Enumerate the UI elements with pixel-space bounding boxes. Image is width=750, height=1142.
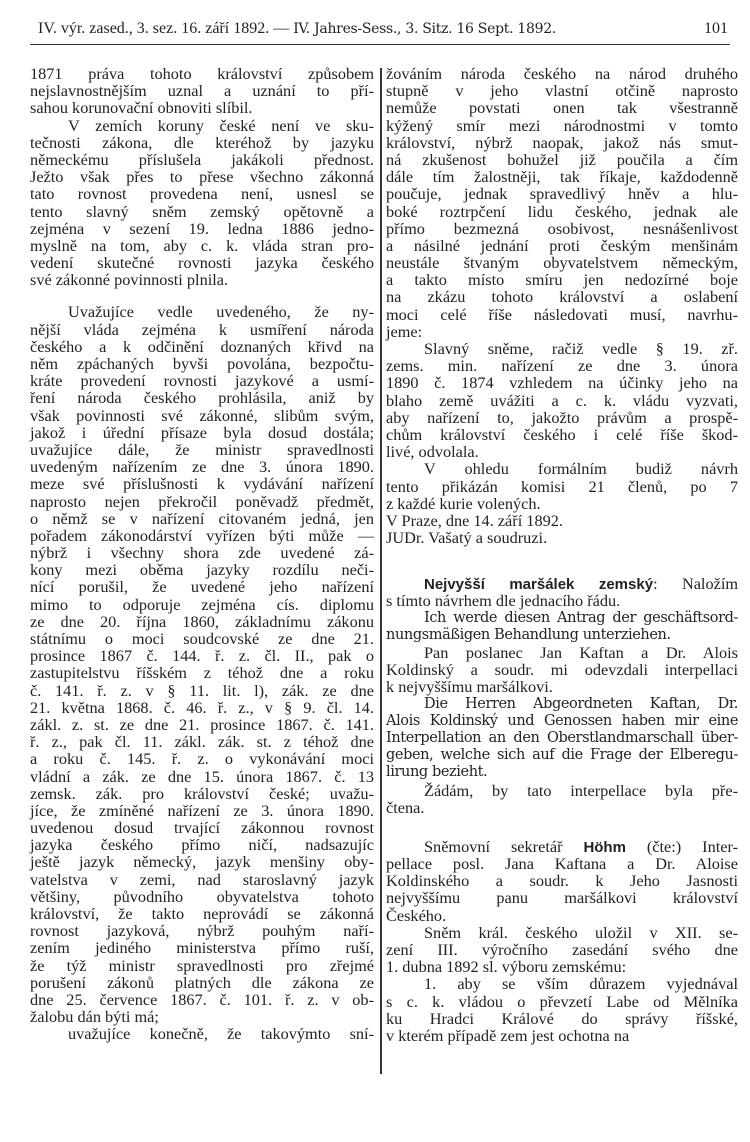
paragraph xyxy=(386,460,738,512)
text-line: nungsmäßigen Behandlung unterziehen. xyxy=(386,626,671,643)
text-line: moci celé říše následovati musí, navrhu- xyxy=(386,304,738,324)
text-line: a násilné jednání proti českým menšinám xyxy=(386,235,738,255)
text-segment: : Naložím xyxy=(653,574,739,594)
paragraph xyxy=(30,117,374,289)
text-line: žalobu dán býti má; xyxy=(30,1007,159,1027)
text-line: Koldinský a soudr. mi odevzdali interpellaci xyxy=(386,660,738,680)
text-line: Uvažujíce vedle uvedeného, že ny- xyxy=(68,302,374,322)
text-line: ření národa českého prohlásila, aniž by xyxy=(30,388,374,408)
text-line: sahou korunovační obnoviti slíbil. xyxy=(30,98,253,118)
paragraph xyxy=(30,1025,374,1042)
text-line: kýžený smír mezi národnostmi v tomto xyxy=(386,115,738,135)
text-line: uvedeným nařízením ze dne 3. února 1890. xyxy=(30,457,374,477)
text-line: ze dne 20. října 1860, základnímu zákonu xyxy=(30,611,374,631)
text-line: tato rovnost provedena není, usnesl se xyxy=(30,184,374,204)
text-line: rovnost jazyková, nýbrž pouhým naří- xyxy=(30,921,374,941)
text-line: žováním národa českého na národ druhého xyxy=(386,64,738,83)
text-line: Interpellation an den Oberstlandmarschall über- xyxy=(386,729,738,746)
text-line: většiny, původního obyvatelstva tohoto xyxy=(30,886,374,906)
text-line: č. 141. ř. z. v § 11. lit. l), zák. ze dne xyxy=(30,680,374,700)
text-line: zákl. z. st. ze dne 21. prosince 1867. č. 141. xyxy=(30,714,374,734)
text-line: tento přikázán komisi 21 členů, po 7 xyxy=(386,476,738,496)
header-czech: IV. výr. zased., 3. sez. 16. září 1892. — xyxy=(38,20,290,37)
text-line: pořadem zákonodárství vyřízen býti může — xyxy=(30,525,374,545)
page-number: 101 xyxy=(704,20,728,37)
text-line: naprosto nejen překročil poněvadž předmět, xyxy=(30,491,374,511)
text-line: 1. dubna 1892 sl. výboru zemskému: xyxy=(386,957,627,977)
text-line: JUDr. Vašatý a soudruzi. xyxy=(386,528,548,548)
text-line: livé, odvolala. xyxy=(386,442,479,462)
text-line: zejména v sezení 19. ledna 1886 jedno- xyxy=(30,218,374,238)
text-line: Sněm král. českého uložil v XII. se- xyxy=(424,922,738,942)
text-line: Pan poslanec Jan Kaftan a Dr. Alois xyxy=(424,643,738,662)
paragraph xyxy=(386,340,738,460)
text-line: na zkázu tohoto království a oslabení xyxy=(386,287,738,307)
text-line: nýbrž i všechny shora zde uvedené zá- xyxy=(30,543,374,563)
text-line: Ježto však přes to přese všechno zákonná xyxy=(30,167,374,187)
text-line: V ohledu formálním budiž návrh xyxy=(424,459,738,479)
paragraph-german xyxy=(386,610,738,644)
text-line: nemůže povstati onen tak všestranně xyxy=(386,98,738,118)
paragraph xyxy=(386,975,738,1044)
text-line: meze své příslušnosti k vydávání nařízení xyxy=(30,474,374,494)
text-line: však povinnosti své zákonné, slibům svým, xyxy=(30,405,374,425)
text-line: jakož i úřední přísaze byla dosud dostála; xyxy=(30,422,374,442)
text-line xyxy=(386,575,738,592)
text-line: stupně v jeho vlastní otčině naprosto xyxy=(386,81,738,101)
text-line: a takto místo smíru jen nedozírné boje xyxy=(386,270,738,290)
text-line: zems. min. nařízení ze dne 3. února xyxy=(386,356,738,376)
signature-place-date xyxy=(386,512,738,529)
text-line: království, nýbrž naopak, jakož nás smut- xyxy=(386,132,738,152)
text-line: 1. aby se vším důrazem vyjednával xyxy=(424,974,738,994)
text-line: jeme: xyxy=(386,321,423,341)
text-line: uvažujíce dále, že ministr spravedlnosti xyxy=(30,439,374,459)
text-line: chům království českého i celé říše škod- xyxy=(386,424,738,444)
text-line: království, že takto neprovádí se zákonná xyxy=(30,904,374,923)
text-line: Koldinského a soudr. k Jeho Jasnosti xyxy=(386,871,738,891)
text-line: geben, welche sich auf die Frage der Elberegu- xyxy=(386,747,738,764)
text-line: státnímu o moci soudcovské ze dne 21. xyxy=(30,629,374,648)
text-line: nící porušil, že uvedené jeho nařízení xyxy=(30,577,374,597)
text-line: V Praze, dne 14. září 1892. xyxy=(386,510,563,530)
text-line: uvažujíce konečně, že takovýmto sní- xyxy=(68,1024,374,1044)
text-line: německému příslušela jakákoli přednost. xyxy=(30,149,374,169)
header-german: IV. Jahres-Sess., 3. Sitz. 16 Sept. 1892. xyxy=(293,21,556,37)
text-line: myslně na tom, aby c. k. vláda stran pro- xyxy=(30,235,374,255)
speaker-name: Höhm xyxy=(583,838,626,856)
left-column xyxy=(30,65,374,1043)
paragraph xyxy=(386,838,738,924)
text-line: mimo to odporuje zejména cís. diplomu xyxy=(30,594,374,614)
text-line: ná zkušenost bohužel již poučila a čím xyxy=(386,149,738,169)
text-line: zení III. výročního zasedání svého dne xyxy=(386,940,738,959)
text-line: blaho země uvážiti a c. k. vládu vyzvati, xyxy=(386,390,738,410)
text-line: v kterém případě zem jest ochotna na xyxy=(386,1025,630,1045)
text-line: dále tím žalostněji, tak říkaje, každodenně xyxy=(386,167,738,187)
text-line: své zákonné povinnosti plnila. xyxy=(30,270,229,290)
text-line: jíce, že zmíněné nařízení ze 3. února 1890. xyxy=(30,800,374,820)
text-line: ku Hradci Králové do správy říšské, xyxy=(386,1008,738,1028)
text-line: Alois Koldinský und Genossen haben mir eine xyxy=(386,712,738,729)
text-line: 21. května 1868. č. 46. ř. z., v § 9. čl. 14. xyxy=(30,697,374,717)
text-line: nější vláda zejména k usmíření národa xyxy=(30,319,374,339)
text-line: zastupitelstvu říšském z téhož dne a roku xyxy=(30,663,374,683)
text-line: s tímto návrhem dle jednacího řádu. xyxy=(386,591,621,611)
text-line: Žádám, by tato interpellace byla pře- xyxy=(424,780,738,800)
text-line: jazyka českého přímo ničí, nadsazujíc xyxy=(30,835,374,855)
text-line: čtena. xyxy=(386,797,425,817)
text-line: pellace posl. Jana Kaftana a Dr. Aloise xyxy=(386,854,738,874)
running-header xyxy=(30,18,730,45)
paragraph xyxy=(386,644,738,696)
text-segment: Sněmovní sekretář xyxy=(424,836,584,856)
paragraph xyxy=(30,303,374,1025)
text-line: tečnosti zákona, dle kteréhož by jazyku xyxy=(30,132,374,152)
text-line: V zemích koruny české není ve sku- xyxy=(68,115,374,135)
text-line: Českého. xyxy=(386,905,447,925)
text-line: kráte provedení rovnosti jazykové a usmí- xyxy=(30,371,374,391)
text-line: nejslavnostnějším uznal a uznání to pří- xyxy=(30,81,374,101)
text-line: dne 25. července 1867. č. 101. ř. z. v ob- xyxy=(30,989,374,1009)
text-line: ještě jazyk německý, jazyk menšiny oby- xyxy=(30,852,374,872)
text-line: vatelstva v zemi, nad staroslavný jazyk xyxy=(30,869,374,889)
paragraph-german xyxy=(386,696,738,782)
text-line: aby nařízení to, jakožto právům a prospě- xyxy=(386,407,738,427)
speaker-name: Nejvyšší maršálek zemský xyxy=(424,576,654,594)
header-title xyxy=(38,20,556,38)
text-line xyxy=(386,838,738,855)
column-divider xyxy=(380,68,382,1074)
paragraph xyxy=(386,924,738,976)
text-line: o němž se v nařízení citovaném jedná, jen xyxy=(30,508,374,528)
text-line: kony mezi oběma jazyky rozdílu neči- xyxy=(30,560,374,580)
text-line: 1890 č. 1874 vzhledem na účinky jeho na xyxy=(386,373,738,393)
paragraph xyxy=(386,575,738,609)
text-line: Slavný sněme, račiž vedle § 19. zř. xyxy=(424,339,738,358)
text-line: prosince 1867 č. 144. ř. z. čl. II., pak o xyxy=(30,646,374,666)
text-line: ř. z., pak čl. 11. zákl. zák. st. z téhož dne xyxy=(30,732,374,752)
text-line: tento slavný sněm zemský opětovně a xyxy=(30,201,374,221)
paragraph xyxy=(386,782,738,816)
signature-names xyxy=(386,529,738,546)
text-line: k nejvyššímu maršálkovi. xyxy=(386,677,553,697)
text-line: přímo bezmezná osobivost, nesnášenlivost xyxy=(386,218,738,238)
text-line: zením jediného ministerstva přímo ruší, xyxy=(30,938,374,958)
text-line: neustále štvaným obyvatelstvem německým, xyxy=(386,253,738,273)
text-line: z každé kurie volených. xyxy=(386,493,541,513)
text-line: lirung bezieht. xyxy=(386,764,488,781)
text-line: boké roztrpčení lidu českého, jednak ale xyxy=(386,201,738,221)
text-line: Ich werde diesen Antrag der geschäftsord- xyxy=(424,609,738,626)
right-column xyxy=(386,65,738,1044)
text-segment: (čte:) Inter- xyxy=(625,836,738,856)
text-line: něm zpáchaných byvši povolána, bezpočtu- xyxy=(30,354,374,373)
text-line: 1871 práva tohoto království způsobem xyxy=(30,64,374,83)
text-line: českého a k odčinění doznaných křivd na xyxy=(30,336,374,356)
paragraph xyxy=(30,65,374,117)
text-line: s c. k. vládou o převzetí Labe od Mělníka xyxy=(386,991,738,1011)
text-line: uvedenou dosud trvající zákonnou rovnost xyxy=(30,818,374,838)
paragraph xyxy=(386,65,738,340)
text-line: porušení zákonů platných dle zákona ze xyxy=(30,972,374,992)
text-line: Die Herren Abgeordneten Kaftan, Dr. xyxy=(424,695,738,712)
text-line: poučuje, jednak spravedlivý hněv a hlu- xyxy=(386,184,738,204)
text-line: a roku č. 145. ř. z. o vykonávání moci xyxy=(30,749,374,769)
text-line: nejvyššímu panu maršálkovi království xyxy=(386,888,738,908)
text-line: že týž ministr spravedlnosti pro zřejmé xyxy=(30,955,374,975)
text-line: vedení skutečné rovnosti jazyka českého xyxy=(30,253,374,273)
text-line: vládní a zák. ze dne 15. února 1867. č. 13 xyxy=(30,766,374,786)
text-line: zemsk. zák. pro království české; uvažu- xyxy=(30,783,374,803)
